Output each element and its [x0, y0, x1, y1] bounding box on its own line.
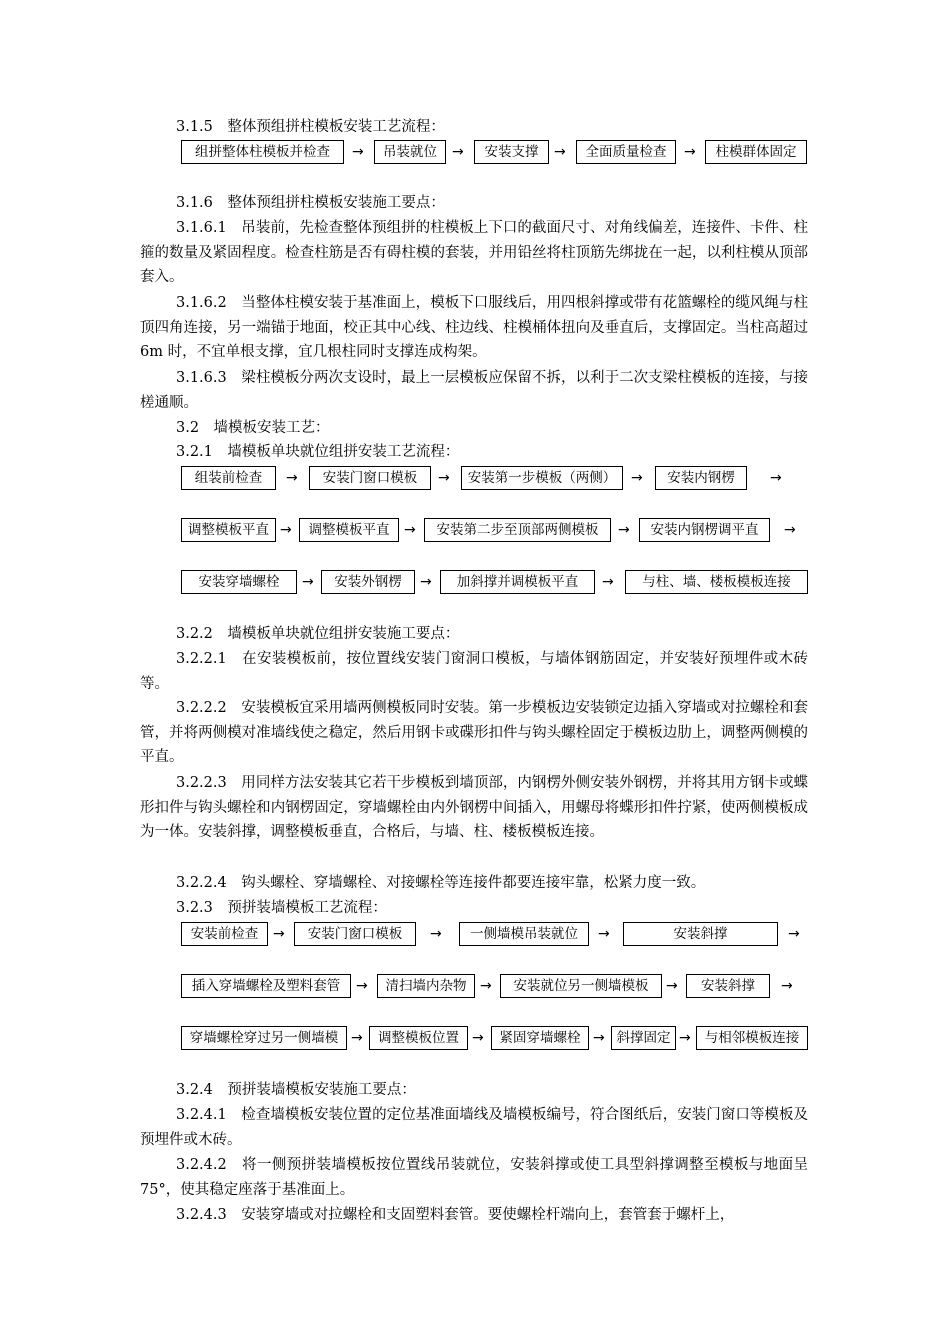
paragraph-3-2-4-2: 3.2.4.2 将一侧预拼装墙模板按位置线吊装就位，安装斜撑或使工具型斜撑调整至模板与地面呈 75°，使其稳定座落于基准面上。: [140, 1157, 808, 1198]
flow-box: 安装斜撑: [686, 974, 770, 998]
arrow-icon: →: [679, 1030, 691, 1046]
arrow-icon: →: [404, 522, 416, 538]
flow-box: 安装门窗口模板: [309, 466, 431, 490]
arrow-icon: →: [666, 978, 678, 994]
flow-box: 调整模板平直: [181, 518, 276, 542]
flow-box: 插入穿墙螺栓及塑料套管: [181, 974, 351, 998]
arrow-icon: →: [781, 978, 793, 994]
paragraph-3-1-6-2: 3.1.6.2 当整体柱模安装于基准面上，模板下口服线后，用四根斜撑或带有花篮螺栓的缆风绳与柱顶四角连接，另一端锚于地面，校正其中心线、柱边线、柱模桶体扭向及垂直后，支撑固定。当柱高超过 6m 时，不宜单根支撑，宜几根柱同时支撑连成构架。: [140, 295, 808, 360]
arrow-icon: →: [784, 522, 796, 538]
flow-box: 加斜撑并调模板平直: [440, 570, 595, 594]
arrow-icon: →: [593, 1030, 605, 1046]
paragraph-3-1-6-1: 3.1.6.1 吊装前，先检查整体预组拼的柱模板上下口的截面尺寸、对角线偏差，连接件、卡件、柱箍的数量及紧固程度。检查柱筋是否有碍柱模的套装，并用铅丝将柱顶筋先绑拢在一起，以利柱模从顶部套入。: [140, 220, 808, 285]
flow-box: 斜撑固定: [611, 1026, 676, 1050]
flow-box: 吊装就位: [374, 140, 446, 164]
flow-box: 紧固穿墙螺栓: [491, 1026, 589, 1050]
arrow-icon: →: [684, 144, 696, 160]
arrow-icon: →: [302, 574, 314, 590]
arrow-icon: →: [618, 522, 630, 538]
arrow-icon: →: [598, 926, 610, 942]
heading-3-1-6: 3.1.6 整体预组拼柱模板安装施工要点：: [176, 195, 445, 211]
arrow-icon: →: [420, 574, 432, 590]
flow-box: 安装第一步模板（两侧）: [461, 466, 623, 490]
heading-3-1-5: 3.1.5 整体预组拼柱模板安装工艺流程：: [176, 119, 445, 135]
flow-box: 安装门窗口模板: [294, 922, 416, 946]
arrow-icon: →: [602, 574, 614, 590]
arrow-icon: →: [631, 470, 643, 486]
arrow-icon: →: [280, 522, 292, 538]
flow-box: 安装内钢楞调平直: [639, 518, 770, 542]
flow-box: 安装内钢楞: [655, 466, 747, 490]
flow-box: 清扫墙内杂物: [377, 974, 475, 998]
paragraph-3-2-4-3: 3.2.4.3 安装穿墙或对拉螺栓和支固塑料套管。要使螺栓杆端向上，套管套于螺杆上，: [176, 1207, 735, 1223]
heading-3-2-1: 3.2.1 墙模板单块就位组拼安装工艺流程：: [176, 444, 460, 460]
flow-box: 穿墙螺栓穿过另一侧墙模: [181, 1026, 347, 1050]
flow-box: 安装前检查: [181, 922, 268, 946]
flow-box: 与柱、墙、楼板模板连接: [625, 570, 808, 594]
arrow-icon: →: [770, 470, 782, 486]
flow-box: 调整模板位置: [369, 1026, 468, 1050]
flow-box: 安装就位另一侧墙模板: [500, 974, 662, 998]
heading-3-2-4: 3.2.4 预拼装墙模板安装施工要点：: [176, 1082, 416, 1098]
flow-box: 安装支撑: [474, 140, 549, 164]
arrow-icon: →: [472, 1030, 484, 1046]
heading-3-2-3: 3.2.3 预拼装墙模板工艺流程：: [176, 900, 387, 916]
flow-box: 安装外钢楞: [321, 570, 415, 594]
arrow-icon: →: [554, 144, 566, 160]
flow-box: 柱模群体固定: [705, 140, 807, 164]
arrow-icon: →: [273, 926, 285, 942]
heading-3-2: 3.2 墙模板安装工艺：: [176, 420, 330, 436]
paragraph-3-2-2-2: 3.2.2.2 安装模板宜采用墙两侧模板同时安装。第一步模板边安装锁定边插入穿墙或对拉螺栓和套管，并将两侧模对准墙线使之稳定，然后用钢卡或碟形扣件与钩头螺栓固定于模板边肋上，调整两侧模的平直。: [140, 700, 808, 765]
flow-box: 组拼整体柱模板并检查: [181, 140, 344, 164]
arrow-icon: →: [356, 978, 368, 994]
flow-box: 调整模板平直: [299, 518, 399, 542]
flow-box: 组装前检查: [181, 466, 276, 490]
flow-box: 安装斜撑: [623, 922, 778, 946]
arrow-icon: →: [788, 926, 800, 942]
paragraph-3-2-2-1: 3.2.2.1 在安装模板前，按位置线安装门窗洞口模板，与墙体钢筋固定，并安装好预埋件或木砖等。: [140, 651, 808, 692]
paragraph-3-2-2-4: 3.2.2.4 钩头螺栓、穿墙螺栓、对接螺栓等连接件都要连接牢靠，松紧力度一致。: [176, 875, 706, 891]
arrow-icon: →: [452, 144, 464, 160]
heading-3-2-2: 3.2.2 墙模板单块就位组拼安装施工要点：: [176, 626, 460, 642]
arrow-icon: →: [352, 144, 364, 160]
arrow-icon: →: [351, 1030, 363, 1046]
arrow-icon: →: [438, 470, 450, 486]
flow-box: 一侧墙模吊装就位: [459, 922, 589, 946]
arrow-icon: →: [480, 978, 492, 994]
flow-box: 全面质量检查: [576, 140, 676, 164]
flow-box: 安装第二步至顶部两侧模板: [424, 518, 611, 542]
paragraph-3-2-4-1: 3.2.4.1 检查墙模板安装位置的定位基准面墙线及墙模板编号，符合图纸后，安装门窗口等模板及预埋件或木砖。: [140, 1107, 808, 1148]
arrow-icon: →: [430, 926, 442, 942]
arrow-icon: →: [286, 470, 298, 486]
paragraph-3-2-2-3: 3.2.2.3 用同样方法安装其它若干步模板到墙顶部，内钢楞外侧安装外钢楞，并将其用方钢卡或蝶形扣件与钩头螺栓和内钢楞固定，穿墙螺栓由内外钢楞中间插入，用螺母将蝶形扣件拧紧，使两侧模板成为一体。安装斜撑，调整模板垂直，合格后，与墙、柱、楼板模板连接。: [140, 775, 808, 840]
flow-box: 安装穿墙螺栓: [181, 570, 297, 594]
paragraph-3-1-6-3: 3.1.6.3 梁柱模板分两次支设时，最上一层模板应保留不拆，以利于二次支梁柱模板的连接，与接槎通顺。: [140, 370, 808, 411]
flow-box: 与相邻模板连接: [696, 1026, 808, 1050]
